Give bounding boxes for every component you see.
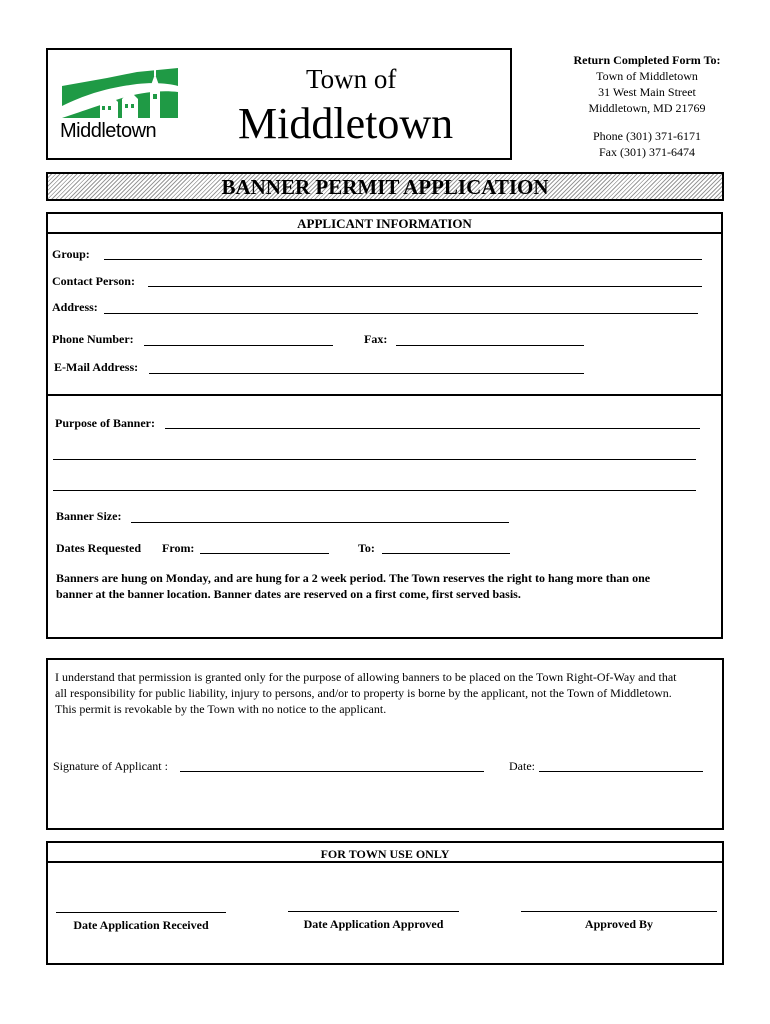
purpose-field-line3[interactable] (53, 490, 696, 491)
from-date-field[interactable] (200, 553, 329, 554)
date-approved-label: Date Application Approved (303, 917, 444, 931)
return-address-block (532, 52, 762, 160)
title-bar (46, 172, 724, 201)
return-address-line2: 31 West Main Street (598, 85, 696, 99)
town-logo-graphic (62, 66, 182, 120)
logo-text: Middletown (60, 120, 157, 142)
town-of-heading: Town of (306, 64, 397, 94)
group-label: Group: (52, 247, 90, 261)
phone-number-field[interactable] (144, 345, 333, 346)
contact-person-label: Contact Person: (52, 274, 135, 288)
banner-note-line1: Banners are hung on Monday, and are hung for a 2 week period. The Town reserves the right to hang more than one (56, 571, 651, 585)
return-phone: Phone (301) 371-6171 (593, 129, 701, 143)
date-received-label: Date Application Received (73, 918, 209, 932)
header-box (46, 48, 512, 160)
dates-requested-label: Dates Requested (56, 541, 141, 555)
return-address-line3: Middletown, MD 21769 (588, 101, 706, 115)
date-approved-field[interactable] (288, 911, 459, 912)
agreement-date-label: Date: (509, 759, 535, 773)
town-name-heading: Middletown (238, 99, 454, 148)
banner-note-line2: banner at the banner location. Banner dates are reserved on a first come, first served basis. (56, 587, 521, 601)
email-label: E-Mail Address: (54, 360, 139, 374)
approved-by-label: Approved By (584, 917, 654, 931)
approved-by-field[interactable] (521, 911, 717, 912)
applicant-heading-rule (46, 232, 723, 234)
address-label: Address: (52, 300, 98, 314)
applicant-info-box (46, 212, 723, 396)
to-label: To: (358, 541, 375, 555)
purpose-field-line2[interactable] (53, 459, 696, 460)
agreement-line1: I understand that permission is granted only for the purpose of allowing banners to be placed on the Town Right-Of-Way and that (55, 670, 677, 684)
banner-size-label: Banner Size: (56, 509, 122, 523)
phone-number-label: Phone Number: (52, 332, 134, 346)
agreement-date-field[interactable] (539, 771, 703, 772)
form-title: BANNER PERMIT APPLICATION (221, 175, 549, 199)
return-address-line1: Town of Middletown (596, 69, 698, 83)
banner-size-field[interactable] (131, 522, 509, 523)
purpose-label: Purpose of Banner: (55, 416, 155, 430)
return-fax: Fax (301) 371-6474 (599, 145, 695, 159)
town-use-heading: FOR TOWN USE ONLY (320, 847, 450, 861)
agreement-line2: all responsibility for public liability, injury to persons, and/or to property is borne by the applicant, not the Town of Middletown. (55, 686, 672, 700)
fax-label: Fax: (364, 332, 388, 346)
signature-label: Signature of Applicant : (53, 759, 168, 773)
fax-field[interactable] (396, 345, 584, 346)
email-field[interactable] (149, 373, 584, 374)
contact-person-field[interactable] (148, 286, 702, 287)
group-field[interactable] (104, 259, 702, 260)
signature-field[interactable] (180, 771, 484, 772)
agreement-line3: This permit is revokable by the Town with no notice to the applicant. (55, 702, 387, 716)
to-date-field[interactable] (382, 553, 510, 554)
from-label: From: (162, 541, 195, 555)
date-received-field[interactable] (56, 912, 226, 913)
return-heading: Return Completed Form To: (573, 53, 721, 67)
applicant-info-heading: APPLICANT INFORMATION (297, 216, 472, 231)
purpose-field[interactable] (165, 428, 700, 429)
address-field[interactable] (104, 313, 698, 314)
